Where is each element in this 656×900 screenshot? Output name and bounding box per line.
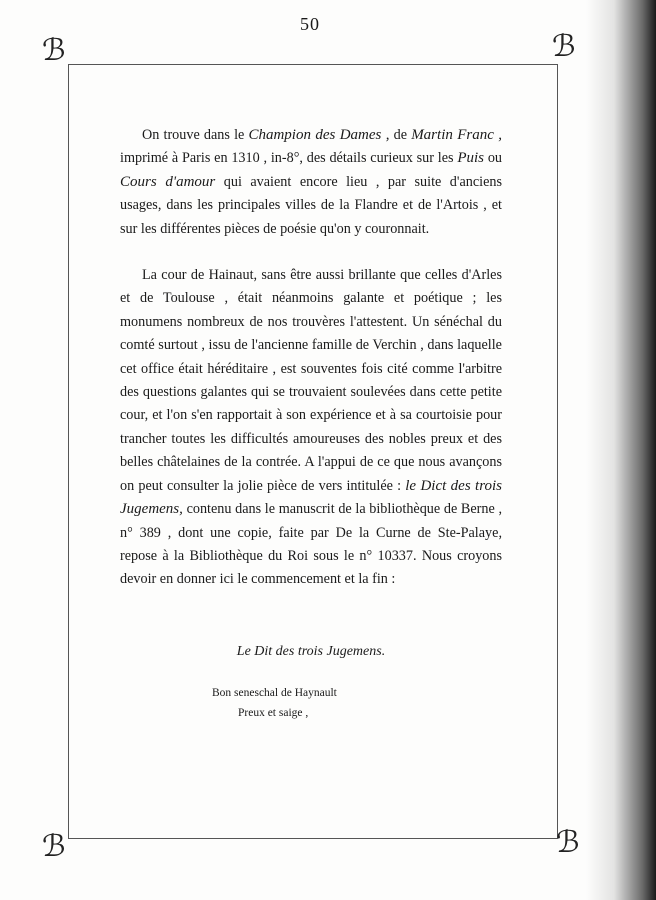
- corner-ornament-icon: ℬ: [42, 829, 66, 864]
- italic-run: Cours d'amour: [120, 173, 216, 190]
- poem-title: Le Dit des trois Jugemens.: [236, 644, 386, 659]
- body-text: [120, 124, 502, 592]
- paragraph-2: [120, 264, 502, 592]
- text-run: qui avaient encore lieu , par suite d'anciens usages, dans les principales villes de la Flandre et de l'Artois , et sur les différentes pièces de poésie qu'on y couronnait.: [120, 173, 503, 237]
- text-run: ou: [484, 150, 503, 167]
- page-number: 50: [300, 14, 320, 34]
- italic-run: Puis: [457, 150, 485, 167]
- text-run: de: [389, 127, 412, 143]
- italic-run: Champion des Dames ,: [248, 127, 390, 143]
- text-run: imprimé à Paris en 1310 , in-8°, des détails curieux sur les: [120, 150, 458, 167]
- corner-ornament-icon: ℬ: [552, 29, 576, 64]
- italic-run: le Dict des trois Jugemens,: [120, 477, 502, 518]
- corner-ornament-icon: ℬ: [42, 33, 66, 68]
- verse-line: Bon seneschal de Haynault: [212, 687, 337, 699]
- text-run: On trouve dans le: [142, 127, 249, 143]
- page-edge-shadow: [586, 0, 656, 900]
- italic-run: Martin Franc ,: [411, 127, 502, 143]
- text-run: La cour de Hainaut, sans être aussi brillante que celles d'Arles et de Toulouse , était néanmoins galante et poétique ; les monumens nombreux de nos trouvères l'attestent. Un sénéchal du comté surtout , issu de l'ancienne famille de Verchin , dans laquelle cet office était héréditaire , est souventes fois cité comme l'arbitre des questions galantes qui se trouvaient soulevées dans cette petite cour, et l'on s'en rapportait à son expérience et à sa courtoisie pour trancher toutes les difficultés amoureuses des nobles preux et des belles châtelaines de la contrée. A l'appui de ce que nous avançons on peut consulter la jolie pièce de vers intitulée :: [120, 267, 502, 494]
- corner-ornament-icon: ℬ: [556, 825, 580, 860]
- text-run: contenu dans le manuscrit de la bibliothèque de Berne , n° 389 , dont une copie, faite par De la Curne de Ste-Palaye, repose à la Bibliothèque du Roi sous le n° 10337. Nous croyons devoir en donner ici le commencement et la fin :: [120, 501, 502, 588]
- verse-line: Preux et saige ,: [238, 707, 309, 719]
- paragraph-1: [120, 124, 502, 241]
